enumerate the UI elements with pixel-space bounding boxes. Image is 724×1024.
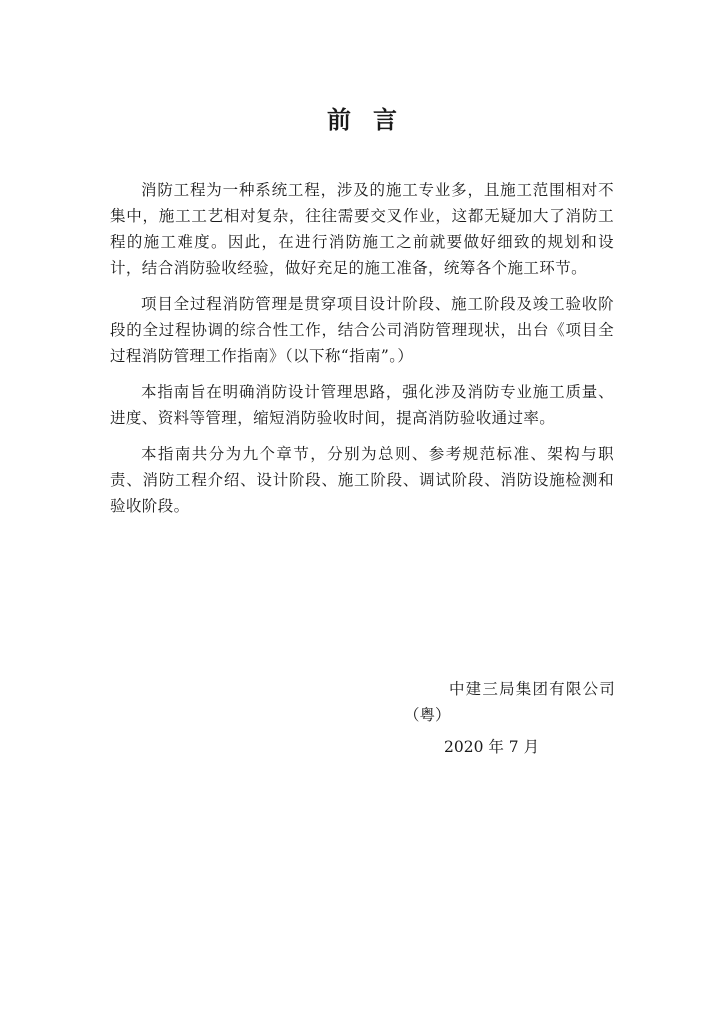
paragraph-4: 本指南共分为九个章节，分别为总则、参考规范标准、架构与职责、消防工程介绍、设计阶段、施工阶段、调试阶段、消防设施检测和验收阶段。 <box>110 445 614 515</box>
paragraph-2: 项目全过程消防管理是贯穿项目设计阶段、施工阶段及竣工验收阶段的全过程协调的综合性工作，结合公司消防管理现状，出台《项目全过程消防管理工作指南》（以下称“指南”。） <box>110 295 614 365</box>
page-title: 前言 <box>327 106 419 134</box>
signature-region: （粤） <box>404 706 451 724</box>
signature-block <box>396 676 616 760</box>
paragraph-3: 本指南旨在明确消防设计管理思路，强化涉及消防专业施工质量、进度、资料等管理，缩短消防验收时间，提高消防验收通过率。 <box>110 383 614 427</box>
signature-company: 中建三局集团有限公司 <box>448 680 616 698</box>
preface-body <box>110 177 614 529</box>
signature-date: 2020 年 7 月 <box>444 738 540 756</box>
paragraph-1: 消防工程为一种系统工程，涉及的施工专业多，且施工范围相对不集中，施工工艺相对复杂，往往需要交叉作业，这都无疑加大了消防工程的施工难度。因此，在进行消防施工之前就要做好细致的规划和设计，结合消防验收经验，做好充足的施工准备，统筹各个施工环节。 <box>110 181 614 277</box>
